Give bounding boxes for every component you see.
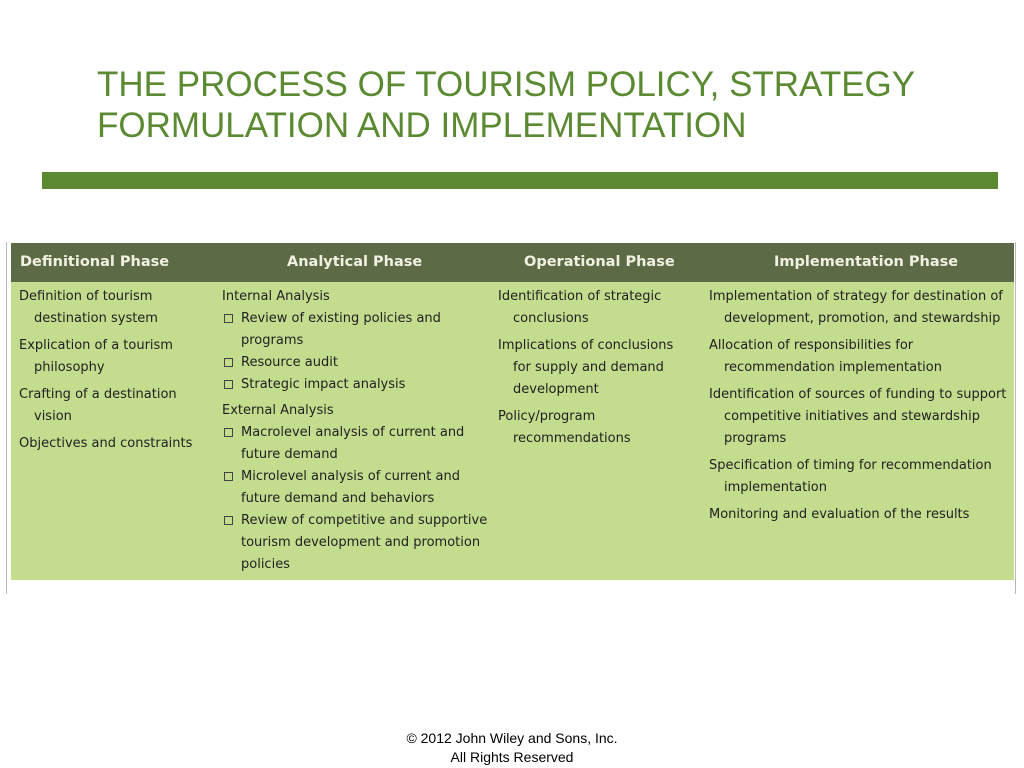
analysis-subitem: Review of existing policies and programs: [222, 308, 487, 352]
internal-analysis-heading: Internal Analysis: [222, 289, 330, 304]
checkbox-bullet-icon: [224, 380, 233, 389]
external-analysis-heading: External Analysis: [222, 403, 334, 418]
internal-analysis-group: [222, 286, 487, 396]
analysis-subitem: Macrolevel analysis of current and future demand: [222, 422, 487, 466]
implementation-item: Monitoring and evaluation of the results: [709, 507, 970, 522]
analysis-subitem: Review of competitive and supportive tourism development and promotion policies: [222, 510, 487, 576]
definitional-item: Definition of tourism destination system: [19, 289, 158, 326]
header-analytical-phase: Analytical Phase: [287, 254, 423, 270]
operational-column: [498, 286, 673, 455]
phase-table: [11, 243, 1014, 580]
rights-line: All Rights Reserved: [450, 749, 574, 765]
analytical-column: [222, 286, 487, 580]
operational-item: Identification of strategic conclusions: [498, 289, 662, 326]
checkbox-bullet-icon: [224, 516, 233, 525]
frame-left-edge: [6, 242, 7, 594]
implementation-item: Specification of timing for recommendation implementation: [709, 458, 992, 495]
analysis-subitem: Microlevel analysis of current and future demand and behaviors: [222, 466, 487, 510]
analysis-subitem: Strategic impact analysis: [222, 374, 487, 396]
header-operational-phase: Operational Phase: [524, 254, 675, 270]
frame-right-edge: [1015, 242, 1016, 594]
operational-item: Implications of conclusions for supply and demand development: [498, 338, 674, 397]
checkbox-bullet-icon: [224, 314, 233, 323]
slide-title: [97, 64, 977, 146]
external-analysis-group: [222, 400, 487, 576]
slide-title-line-2: FORMULATION AND IMPLEMENTATION: [97, 106, 747, 145]
header-definitional-phase: Definitional Phase: [20, 254, 170, 270]
definitional-item: Explication of a tourism philosophy: [19, 338, 173, 375]
implementation-item: Implementation of strategy for destination of development, promotion, and stewardship: [709, 289, 1003, 326]
checkbox-bullet-icon: [224, 358, 233, 367]
slide-title-line-1: THE PROCESS OF TOURISM POLICY, STRATEGY: [97, 65, 916, 104]
definitional-item: Objectives and constraints: [19, 436, 193, 451]
checkbox-bullet-icon: [224, 472, 233, 481]
implementation-column: [709, 286, 1006, 531]
operational-item: Policy/program recommendations: [498, 409, 631, 446]
implementation-item: Identification of sources of funding to support competitive initiatives and stewardship programs: [709, 387, 1007, 446]
header-implementation-phase: Implementation Phase: [774, 254, 959, 270]
table-header-row: [11, 243, 1014, 282]
definitional-item: Crafting of a destination vision: [19, 387, 177, 424]
copyright-line: © 2012 John Wiley and Sons, Inc.: [406, 730, 618, 746]
definitional-column: [19, 286, 192, 460]
implementation-item: Allocation of responsibilities for recommendation implementation: [709, 338, 942, 375]
title-divider-bar: [42, 172, 998, 189]
checkbox-bullet-icon: [224, 428, 233, 437]
analysis-subitem: Resource audit: [222, 352, 487, 374]
copyright-footer: [372, 729, 652, 767]
